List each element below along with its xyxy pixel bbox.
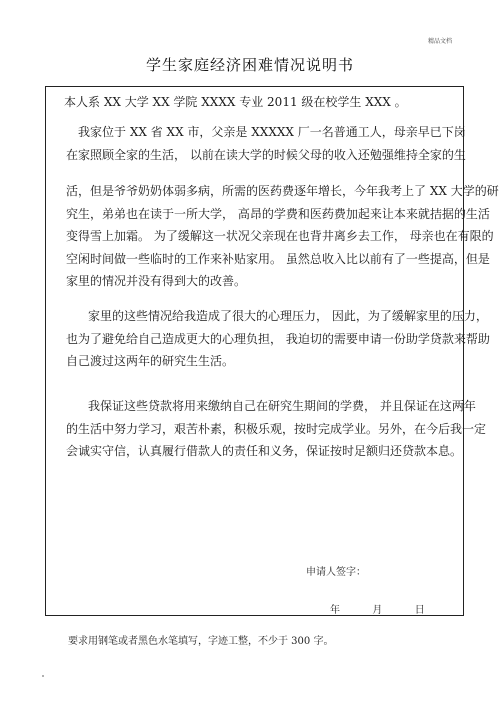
paragraph-line: 在家照顾全家的生活， 以前在读大学的时候父母的收入还勉强维持全家的生 xyxy=(66,147,466,162)
paragraph-guarantee xyxy=(66,395,487,463)
content-frame xyxy=(45,86,499,616)
footnote-requirement: 要求用钢笔或者黑色水笔填写，字迹工整，不少于 300 字。 xyxy=(68,636,334,647)
paragraph-line: 自己渡过这两年的研究生生活。 xyxy=(66,354,235,368)
paragraph-line: 空闲时间做一些临时的工作来补贴家用。 虽然总收入比以前有了一些提高，但是 xyxy=(66,251,490,266)
intro-paragraph: 本人系 XX 大学 XX 学院 XXXX 专业 2011 级在校学生 XXX 。 xyxy=(64,95,407,109)
paragraph-line: 也为了避免给自己造成更大的心理负担， 我迫切的需要申请一份助学贷款来帮助 xyxy=(66,331,490,346)
paragraph-line: 的生活中努力学习，艰苦朴素，积极乐观，按时完成学业。另外，在今后我一定 xyxy=(66,421,487,436)
date-month-label: 月 xyxy=(372,605,383,616)
date-line xyxy=(330,601,425,616)
date-day-label: 日 xyxy=(414,605,425,616)
paragraph-line: 活，但是爷爷奶奶体弱多病，所需的医药费逐年增长，今年我考上了 XX 大学的研 xyxy=(66,184,499,198)
paragraph-line: 我家位于 XX 省 XX 市，父亲是 XXXXX 厂一名普通工人，母亲早已下岗 xyxy=(78,125,466,139)
document-title: 学生家庭经济困难情况说明书 xyxy=(145,56,354,74)
paragraph-line: 家里的情况并没有得到大的改善。 xyxy=(66,274,247,288)
watermark-text: 精品文档 xyxy=(427,38,452,45)
paragraph-line: 变得雪上加霜。 为了缓解这一状况父亲现在也背井离乡去工作， 母亲也在有限的 xyxy=(66,229,494,243)
paragraph-line: 我保证这些贷款将用来缴纳自己在研究生期间的学费， 并且保证在这两年 xyxy=(88,399,476,413)
paragraph-family-situation xyxy=(66,121,499,293)
paragraph-line: 究生，弟弟也在读于一所大学， 高昂的学费和医药费加起来让本来就拮据的生活 xyxy=(66,206,490,221)
date-year-label: 年 xyxy=(330,605,340,616)
signature-label: 申请人签字： xyxy=(306,567,366,578)
paragraph-pressure xyxy=(66,305,490,373)
decorative-dot xyxy=(42,675,44,677)
paragraph-line: 会诚实守信，认真履行借款人的责任和义务，保证按时足额归还贷款本息。 xyxy=(66,444,463,458)
paragraph-line: 家里的这些情况给我造成了很大的心理压力， 因此，为了缓解家里的压力， xyxy=(88,309,488,323)
